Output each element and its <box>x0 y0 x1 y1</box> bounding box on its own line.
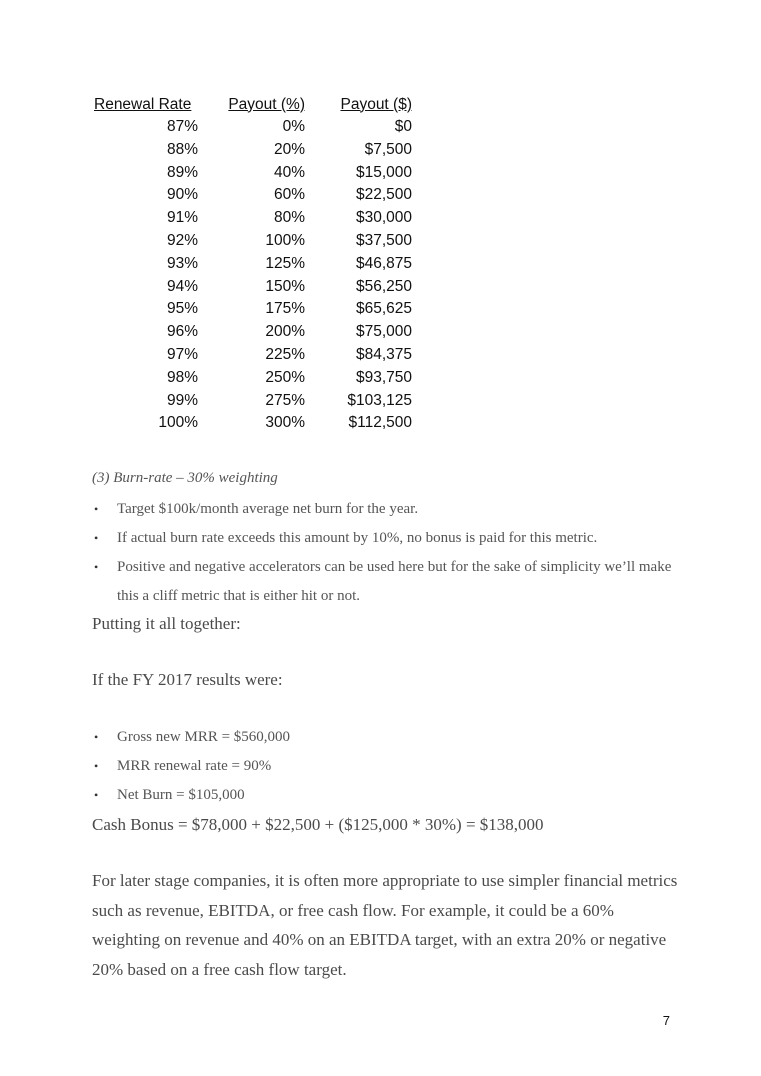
cell-payout-percent: 100% <box>265 231 305 249</box>
cell-renewal-rate: 93% <box>166 254 198 272</box>
cell-payout-percent: 60% <box>273 186 305 204</box>
cell-payout-percent: 150% <box>265 277 305 295</box>
column-header-payout-dollars: Payout ($) <box>340 95 412 113</box>
cell-renewal-rate: 87% <box>166 118 198 135</box>
cell-payout-dollars: $46,875 <box>355 254 412 272</box>
column-header-payout-percent: Payout (%) <box>228 95 305 113</box>
column-header-renewal-rate: Renewal Rate <box>94 95 192 113</box>
table-row <box>92 412 412 435</box>
table-row <box>92 139 412 162</box>
cell-payout-percent: 250% <box>265 368 305 386</box>
cell-renewal-rate: 100% <box>158 414 198 432</box>
cell-renewal-rate: 97% <box>166 345 198 363</box>
table-row <box>92 276 412 299</box>
table-header-row <box>92 93 412 116</box>
list-item: • MRR renewal rate = 90% <box>92 752 682 781</box>
table-row <box>92 390 412 413</box>
table-row <box>92 344 412 367</box>
cell-payout-dollars: $22,500 <box>355 186 412 204</box>
table-row <box>92 298 412 321</box>
cell-payout-percent: 300% <box>265 414 305 432</box>
list-item: • Gross new MRR = $560,000 <box>92 723 682 752</box>
results-bullet-list <box>92 723 682 810</box>
table-row <box>92 116 412 139</box>
cell-renewal-rate: 95% <box>166 300 198 318</box>
cell-renewal-rate: 99% <box>166 391 198 409</box>
cell-payout-dollars: $84,375 <box>355 345 412 363</box>
cell-payout-dollars: $93,750 <box>355 368 412 386</box>
closing-paragraph: For later stage companies, it is often more appropriate to use simpler financial metrics such as revenue, EBITDA, or free cash flow. For example, it could be a 60% weighting on revenue and 40% on an EBITDA target, with an extra 20% or negative 20% based on a free cash flow target. <box>92 871 678 979</box>
cash-bonus-formula: Cash Bonus = $78,000 + $22,500 + ($125,000 * 30%) = $138,000 <box>92 815 544 834</box>
results-intro-text: If the FY 2017 results were: <box>92 670 283 689</box>
cell-payout-dollars: $103,125 <box>347 391 412 409</box>
list-item: • Positive and negative accelerators can be used here but for the sake of simplicity we’ll make this a cliff metric that is either hit or not. <box>92 553 682 611</box>
cell-payout-dollars: $112,500 <box>348 414 412 432</box>
cell-payout-percent: 20% <box>273 140 305 158</box>
cell-payout-percent: 275% <box>265 391 305 409</box>
cell-payout-dollars: $37,500 <box>355 231 412 249</box>
cell-payout-dollars: $75,000 <box>355 323 412 341</box>
cell-payout-percent: 200% <box>265 323 305 341</box>
cell-payout-percent: 175% <box>265 300 305 318</box>
cell-renewal-rate: 88% <box>166 140 198 158</box>
burn-rate-heading: (3) Burn-rate – 30% weighting <box>92 470 278 486</box>
list-item: • Target $100k/month average net burn for the year. <box>92 495 682 524</box>
cell-payout-percent: 225% <box>265 345 305 363</box>
cell-payout-percent: 0% <box>282 118 305 135</box>
cell-renewal-rate: 90% <box>166 186 198 204</box>
cell-payout-percent: 80% <box>273 209 305 227</box>
cell-renewal-rate: 94% <box>166 277 198 295</box>
cell-renewal-rate: 92% <box>166 231 198 249</box>
page-number: 7 <box>662 1013 670 1028</box>
table-row <box>92 253 412 276</box>
list-item: • If actual burn rate exceeds this amount by 10%, no bonus is paid for this metric. <box>92 524 682 553</box>
payout-table <box>92 93 412 435</box>
cell-renewal-rate: 98% <box>166 368 198 386</box>
cell-renewal-rate: 96% <box>166 323 198 341</box>
cell-payout-dollars: $0 <box>394 118 412 135</box>
cell-payout-dollars: $15,000 <box>355 163 412 181</box>
cell-payout-dollars: $7,500 <box>364 140 412 158</box>
cell-payout-percent: 125% <box>265 254 305 272</box>
cell-renewal-rate: 89% <box>166 163 198 181</box>
cell-payout-percent: 40% <box>273 163 305 181</box>
putting-together-text: Putting it all together: <box>92 614 241 633</box>
table-row <box>92 230 412 253</box>
cell-payout-dollars: $56,250 <box>355 277 412 295</box>
table-row <box>92 207 412 230</box>
table-row <box>92 184 412 207</box>
cell-payout-dollars: $65,625 <box>355 300 412 318</box>
cell-renewal-rate: 91% <box>166 209 198 227</box>
table-row <box>92 367 412 390</box>
list-item: • Net Burn = $105,000 <box>92 781 682 810</box>
table-row <box>92 321 412 344</box>
table-row <box>92 162 412 185</box>
cell-payout-dollars: $30,000 <box>355 209 412 227</box>
burn-rate-bullet-list <box>92 495 682 611</box>
table-body <box>92 116 412 435</box>
